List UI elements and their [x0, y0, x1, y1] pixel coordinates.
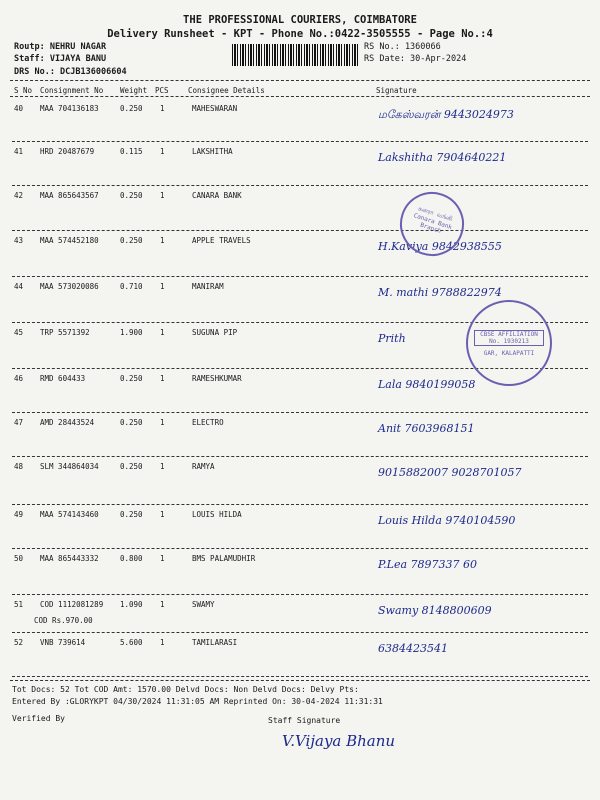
drs-label: DRS No.: DCJB136006604 [14, 67, 127, 77]
row-signature: Louis Hilda 9740104590 [378, 514, 516, 527]
row-consignee: RAMESHKUMAR [192, 374, 242, 383]
row-sno: 40 [14, 104, 24, 113]
row-sno: 41 [14, 147, 24, 156]
row-sno: 48 [14, 462, 24, 471]
company-title: THE PROFESSIONAL COURIERS, COIMBATORE [183, 14, 417, 26]
cbse-stamp-line3: GAR, KALAPATTI [483, 350, 535, 357]
row-sno: 45 [14, 328, 24, 337]
cbse-stamp [466, 300, 552, 386]
row-consignee: SWAMY [192, 600, 215, 609]
cbse-stamp-line2: No. 1930213 [489, 338, 529, 345]
row-sno: 43 [14, 236, 24, 245]
row-sno: 51 [14, 600, 24, 609]
row-consignee: BMS PALAMUDHIR [192, 554, 256, 563]
row-weight: 0.250 [120, 374, 143, 383]
barcode [232, 44, 360, 66]
canara-stamp-text: கனரா வங்கி Canara Bank Branch [412, 205, 454, 235]
row-consignment: AMD 28443524 [40, 418, 95, 427]
row-consignment: TRP 5571392 [40, 328, 90, 337]
rs-date: RS Date: 30-Apr-2024 [364, 54, 467, 64]
row-weight: 0.710 [120, 282, 143, 291]
row-sno: 47 [14, 418, 24, 427]
row-sno: 49 [14, 510, 24, 519]
row-weight: 0.115 [120, 147, 143, 156]
verified-by: Verified By [12, 714, 65, 723]
row-sno: 44 [14, 282, 24, 291]
row-consignment: MAA 865443332 [40, 554, 99, 563]
row-weight: 0.250 [120, 191, 143, 200]
row-consignment: MAA 574143460 [40, 510, 99, 519]
row-cod-note: COD Rs.970.00 [34, 616, 93, 625]
row-separator [12, 548, 588, 549]
row-consignee: APPLE TRAVELS [192, 236, 251, 245]
row-weight: 0.250 [120, 104, 143, 113]
row-separator [12, 185, 588, 186]
col-pcs: PCS [155, 86, 169, 95]
row-consignee: ELECTRO [192, 418, 224, 427]
row-consignee: RAMYA [192, 462, 215, 471]
row-separator [12, 276, 588, 277]
col-consignment: Consignment No [40, 86, 104, 95]
row-pcs: 1 [160, 462, 165, 471]
row-separator [12, 676, 588, 677]
row-sno: 42 [14, 191, 24, 200]
row-signature: Swamy 8148800609 [378, 604, 492, 617]
row-sno: 50 [14, 554, 24, 563]
row-signature: H.Kaviya 9842938555 [378, 240, 502, 253]
row-consignment: MAA 574452180 [40, 236, 99, 245]
row-separator [12, 456, 588, 457]
row-separator [12, 632, 588, 633]
col-signature: Signature [376, 86, 417, 95]
staff-signature-label: Staff Signature [268, 716, 341, 725]
row-sno: 46 [14, 374, 24, 383]
row-pcs: 1 [160, 104, 165, 113]
row-consignment: VNB 739614 [40, 638, 86, 647]
row-separator [12, 412, 588, 413]
row-consignee: TAMILARASI [192, 638, 238, 647]
row-consignee: MAHESWARAN [192, 104, 238, 113]
row-pcs: 1 [160, 418, 165, 427]
col-sno: S No [14, 86, 33, 95]
row-separator [12, 141, 588, 142]
row-signature: 6384423541 [378, 642, 448, 655]
row-pcs: 1 [160, 191, 165, 200]
row-separator [12, 230, 588, 231]
staff-label: Staff: VIJAYA BANU [14, 54, 107, 64]
row-pcs: 1 [160, 147, 165, 156]
row-separator [12, 594, 588, 595]
row-weight: 5.600 [120, 638, 143, 647]
row-consignee: SUGUNA PIP [192, 328, 238, 337]
totals-line: Tot Docs: 52 Tot COD Amt: 1570.00 Delvd Docs: Non Delvd Docs: Delvy Pts: [12, 685, 359, 694]
rs-number: RS No.: 1360066 [364, 42, 441, 52]
row-consignee: CANARA BANK [192, 191, 242, 200]
row-signature: மகேஸ்வரன் 9443024973 [378, 108, 514, 121]
row-signature: P.Lea 7897337 60 [378, 558, 478, 571]
row-weight: 0.250 [120, 236, 143, 245]
entered-by-line: Entered By :GLORYKPT 04/30/2024 11:31:05 AM Reprinted On: 30-04-2024 11:31:31 [12, 697, 383, 706]
row-weight: 0.800 [120, 554, 143, 563]
route-label: Routp: NEHRU NAGAR [14, 42, 107, 52]
row-weight: 1.090 [120, 600, 143, 609]
row-signature: Anit 7603968151 [378, 422, 475, 435]
row-pcs: 1 [160, 328, 165, 337]
runsheet-subtitle: Delivery Runsheet - KPT - Phone No.:0422-3505555 - Page No.:4 [107, 28, 493, 40]
row-pcs: 1 [160, 374, 165, 383]
row-signature: Lala 9840199058 [378, 378, 476, 391]
row-pcs: 1 [160, 510, 165, 519]
row-consignment: RMD 604433 [40, 374, 86, 383]
col-weight: Weight [120, 86, 148, 95]
row-consignment: MAA 865643567 [40, 191, 99, 200]
row-signature: Lakshitha 7904640221 [378, 151, 507, 164]
row-pcs: 1 [160, 554, 165, 563]
row-signature: M. mathi 9788822974 [378, 286, 502, 299]
row-weight: 0.250 [120, 462, 143, 471]
row-pcs: 1 [160, 600, 165, 609]
row-consignment: MAA 704136183 [40, 104, 99, 113]
row-consignment: MAA 573020086 [40, 282, 99, 291]
row-separator [12, 504, 588, 505]
row-signature: 9015882007 9028701057 [378, 466, 522, 479]
row-consignment: SLM 344864034 [40, 462, 99, 471]
row-consignment: COD 1112081289 [40, 600, 104, 609]
row-consignee: LOUIS HILDA [192, 510, 242, 519]
col-consignee: Consignee Details [188, 86, 265, 95]
row-weight: 1.900 [120, 328, 143, 337]
row-pcs: 1 [160, 282, 165, 291]
cbse-stamp-line1: CBSE AFFILIATION [480, 331, 538, 338]
row-consignment: HRD 20487679 [40, 147, 95, 156]
row-pcs: 1 [160, 236, 165, 245]
row-weight: 0.250 [120, 510, 143, 519]
row-pcs: 1 [160, 638, 165, 647]
staff-signature: V.Vijaya Bhanu [282, 732, 396, 750]
row-sno: 52 [14, 638, 24, 647]
row-consignee: LAKSHITHA [192, 147, 233, 156]
row-weight: 0.250 [120, 418, 143, 427]
row-signature: Prith [378, 332, 406, 345]
row-consignee: MANIRAM [192, 282, 224, 291]
